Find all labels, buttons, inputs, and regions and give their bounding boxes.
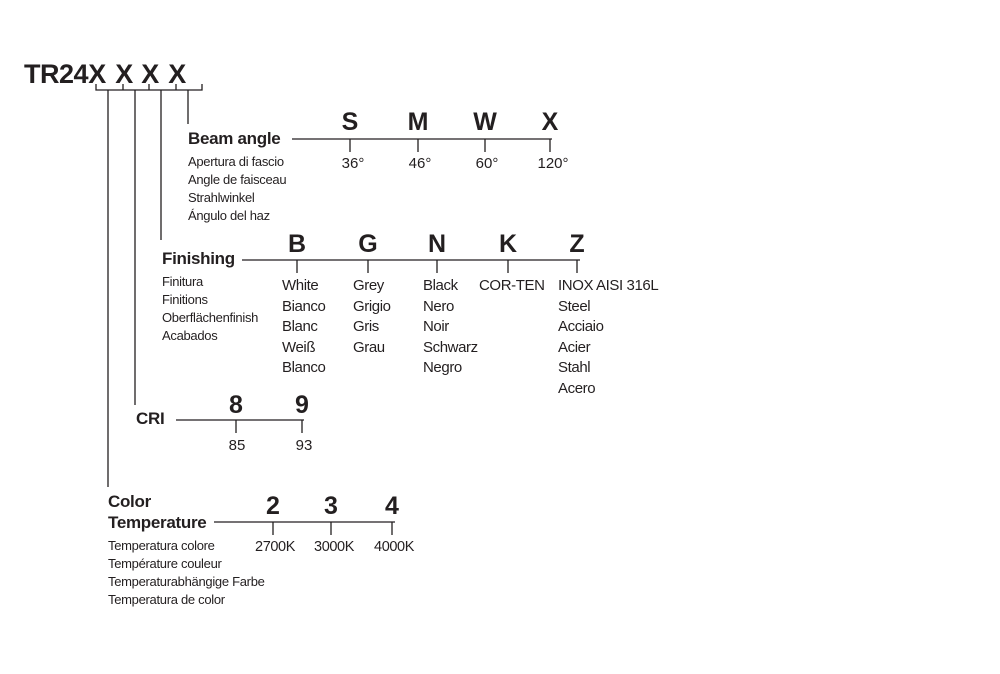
color-temperature-value-4000k: 4000K [374, 539, 414, 555]
color-temperature-translations: Temperatura colore Température couleur Temperaturabhängige Farbe Temperatura de color [108, 538, 265, 607]
finishing-code-g: G [358, 230, 378, 258]
finishing-title: Finishing [162, 249, 235, 268]
finishing-code-k: K [498, 230, 518, 258]
beam-angle-code-w: W [473, 108, 497, 136]
beam-angle-value-w: 60° [475, 155, 499, 172]
code-placeholder-2: X [115, 59, 133, 89]
cri-value-93: 93 [295, 437, 313, 454]
finishing-translations: Finitura Finitions Oberflächenfinish Acabados [162, 274, 259, 343]
beam-angle-value-m: 46° [408, 155, 432, 172]
beam-angle-code-s: S [341, 108, 359, 136]
cri-code-9: 9 [295, 391, 309, 419]
beam-angle-translations: Apertura di fascio Angle de faisceau Strahlwinkel Ángulo del haz [188, 154, 287, 223]
beam-angle-value-x: 120° [537, 155, 569, 172]
cri-value-85: 85 [228, 437, 246, 454]
code-placeholder-4: X [168, 59, 186, 89]
finishing-values-grey: Grey Grigio Gris Grau [353, 277, 391, 356]
color-temperature-code-2: 2 [266, 492, 280, 520]
finishing-values-black: Black Nero Noir Schwarz Negro [423, 277, 478, 376]
beam-angle-code-m: M [407, 108, 429, 136]
finishing-code-n: N [427, 230, 447, 258]
finishing-code-z: Z [569, 230, 585, 258]
finishing-values-corten: COR-TEN [479, 277, 545, 294]
cri-title: CRI [136, 409, 165, 428]
beam-angle-title: Beam angle [188, 129, 281, 148]
color-temperature-value-2700k: 2700K [255, 539, 295, 555]
color-temperature-code-4: 4 [385, 492, 399, 520]
finishing-values-white: White Bianco Blanc Weiß Blanco [282, 277, 326, 376]
color-temperature-title: Color Temperature [108, 492, 207, 532]
code-placeholder-3: X [141, 59, 159, 89]
cri-code-8: 8 [229, 391, 243, 419]
color-temperature-value-3000k: 3000K [314, 539, 354, 555]
finishing-code-b: B [287, 230, 307, 258]
color-temperature-code-3: 3 [324, 492, 338, 520]
beam-angle-code-x: X [541, 108, 559, 136]
beam-angle-value-s: 36° [341, 155, 365, 172]
code-placeholder-1: X [88, 59, 106, 89]
finishing-values-steel: INOX AISI 316L Steel Acciaio Acier Stahl Acero [558, 277, 659, 397]
product-code-prefix: TR24 [24, 59, 89, 89]
